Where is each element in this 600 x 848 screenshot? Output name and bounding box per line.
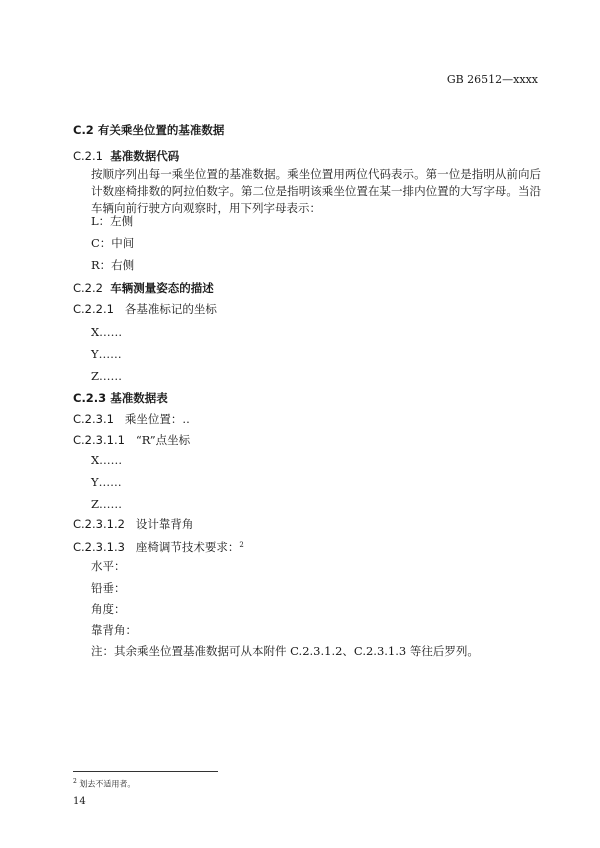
adjust-vertical: 铅垂： bbox=[91, 581, 126, 595]
section-c231-heading bbox=[73, 412, 190, 426]
coord-x: X…… bbox=[91, 325, 123, 339]
section-number: C.2.2.1 bbox=[73, 302, 114, 316]
section-number: C.2.3.1.2 bbox=[73, 517, 125, 531]
letter-right: R：右侧 bbox=[91, 258, 135, 272]
footnote-mark: 2 bbox=[73, 778, 77, 785]
r-coord-x: X…… bbox=[91, 453, 123, 467]
section-title: 基准数据代码 bbox=[110, 149, 180, 163]
section-c21-heading bbox=[73, 149, 179, 163]
section-number: C.2.3 bbox=[73, 391, 107, 405]
section-c23-heading bbox=[73, 391, 168, 405]
footnote bbox=[73, 778, 135, 790]
letter-left: L：左侧 bbox=[91, 214, 134, 228]
standard-code: GB 26512—xxxx bbox=[446, 73, 538, 86]
section-title: 基准数据表 bbox=[110, 391, 168, 405]
section-title: 有关乘坐位置的基准数据 bbox=[97, 123, 225, 137]
section-title: 车辆测量姿态的描述 bbox=[110, 281, 214, 295]
section-number: C.2 bbox=[73, 123, 94, 137]
section-c22-heading bbox=[73, 281, 214, 295]
section-title: 座椅调节技术要求： bbox=[135, 540, 240, 554]
section-c221-heading bbox=[73, 302, 217, 316]
section-number: C.2.3.1.1 bbox=[73, 433, 125, 447]
coord-y: Y…… bbox=[91, 347, 122, 361]
section-c2312-heading bbox=[73, 517, 193, 531]
footnote-ref: 2 bbox=[239, 541, 244, 549]
section-title: “R”点坐标 bbox=[135, 433, 191, 447]
section-number: C.2.3.1.3 bbox=[73, 540, 125, 554]
section-number: C.2.3.1 bbox=[73, 412, 114, 426]
letter-center: C：中间 bbox=[91, 236, 135, 250]
footnote-separator bbox=[73, 771, 218, 772]
section-c21-paragraph: 按顺序列出每一乘坐位置的基准数据。乘坐位置用两位代码表示。第一位是指明从前向后计数座椅排数的阿拉伯数字。第二位是指明该乘坐位置在某一排内位置的大写字母。当沿车辆向前行驶方向观察时，用下列字母表示： bbox=[91, 167, 541, 215]
section-number: C.2.1 bbox=[73, 149, 103, 163]
coord-z: Z…… bbox=[91, 369, 122, 383]
adjust-angle: 角度： bbox=[91, 602, 126, 616]
page-number: 14 bbox=[73, 796, 86, 807]
adjust-backrest: 靠背角： bbox=[91, 623, 137, 637]
r-coord-y: Y…… bbox=[91, 475, 122, 489]
footnote-text: 划去不适用者。 bbox=[79, 779, 136, 789]
section-number: C.2.2 bbox=[73, 281, 103, 295]
section-title: 各基准标记的坐标 bbox=[124, 302, 217, 316]
section-title: 设计靠背角 bbox=[135, 517, 194, 531]
adjust-horizontal: 水平： bbox=[91, 559, 126, 573]
section-c2311-heading bbox=[73, 433, 190, 447]
note: 注：其余乘坐位置基准数据可从本附件 C.2.3.1.2、C.2.3.1.3 等往后罗列。 bbox=[91, 644, 479, 658]
r-coord-z: Z…… bbox=[91, 497, 122, 511]
section-title: 乘坐位置：.. bbox=[124, 412, 190, 426]
section-c2313-heading bbox=[73, 538, 244, 554]
section-c2-heading bbox=[73, 123, 224, 137]
